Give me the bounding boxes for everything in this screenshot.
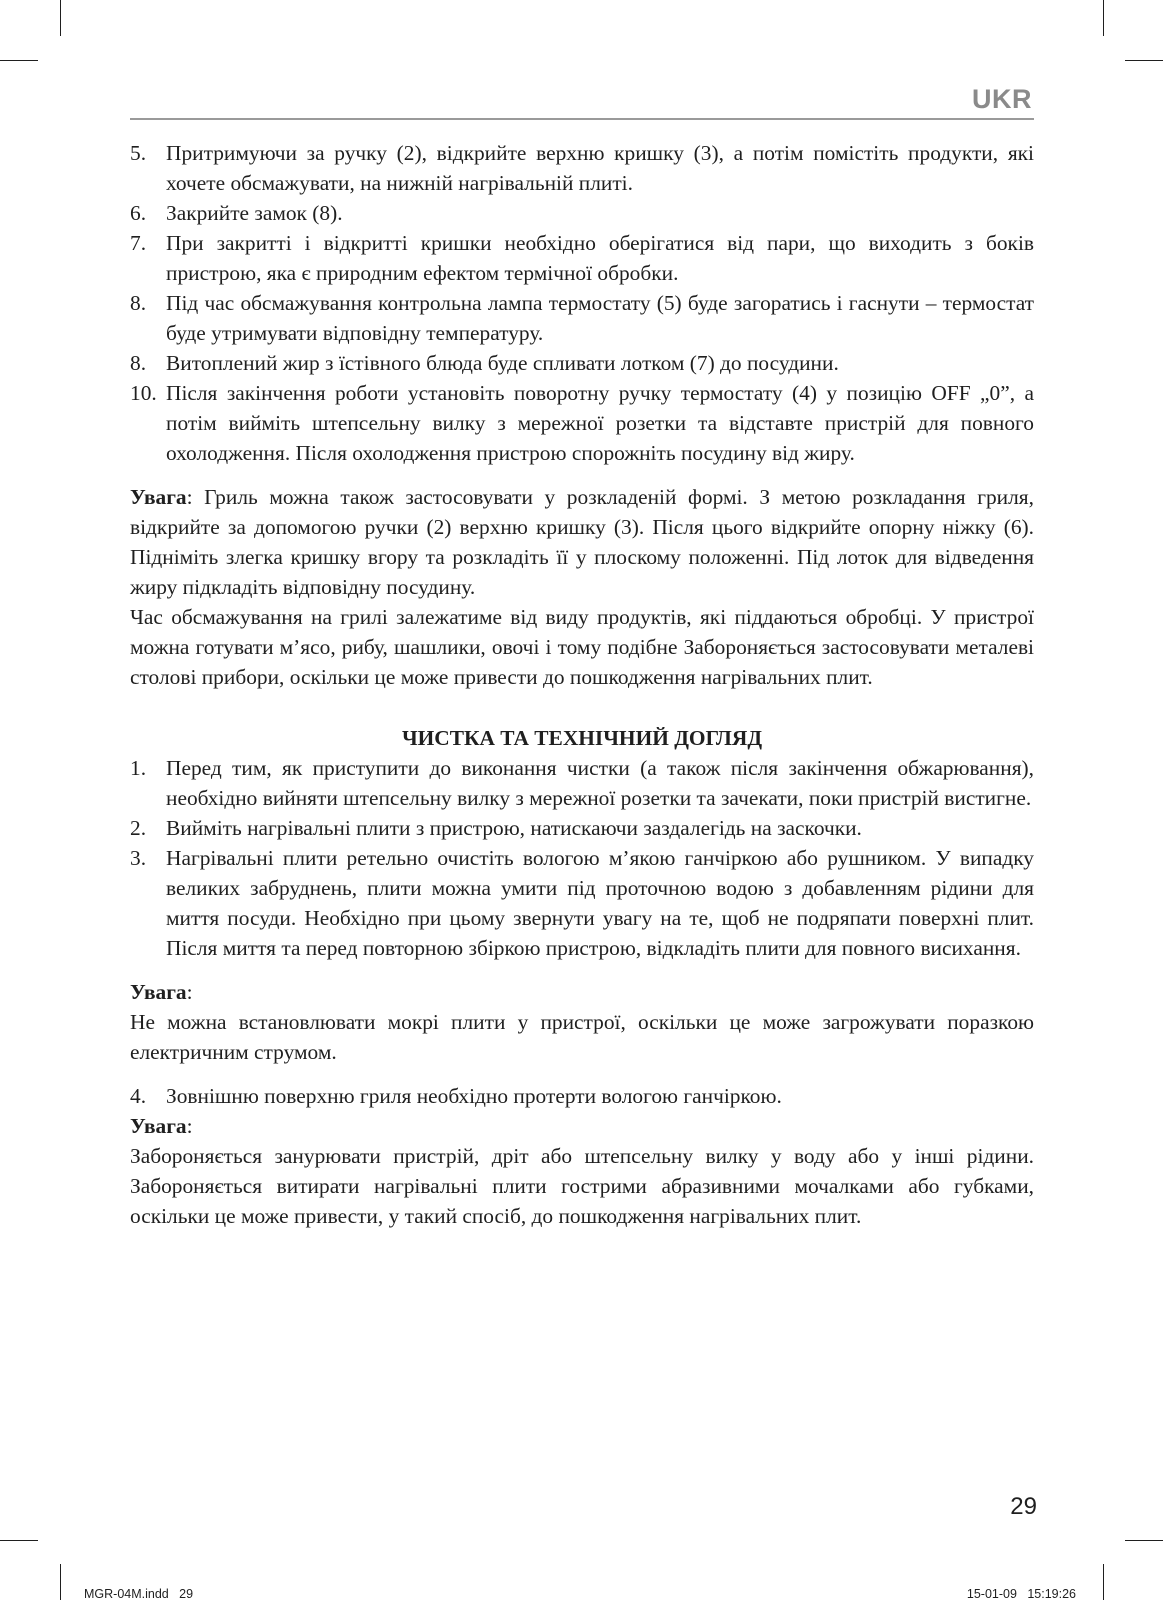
header-rule xyxy=(130,118,1034,120)
footer-file-info: MGR-04M.indd 29 xyxy=(84,1587,194,1601)
cleaning-list-continued xyxy=(130,1081,1034,1111)
list-item: 2. Вийміть нагрівальні плити з пристрою, натискаючи заздалегідь на заскочки. xyxy=(130,816,862,840)
page-content xyxy=(130,138,1034,1231)
crop-mark xyxy=(1125,60,1163,61)
note-heading: Увага: xyxy=(130,1114,193,1138)
note-paragraph: Забороняється занурювати пристрій, дріт або штепсельну вилку у воду або у інші рідини. Забороняється витирати нагрівальні плити гострими абразивними мочалками або губками, оскільки це може привести, у такий спосіб, до пошкодження нагрівальних плит. xyxy=(130,1144,1034,1228)
note-paragraph: Увага: Гриль можна також застосовувати у розкладеній формі. З метою розкладання гриля, відкрийте за допомогою ручки (2) верхню кришку (3). Після цього відкрийте опорну ніжку (6). Підніміть злегка кришку вгору та розкладіть її у плоскому положенні. Під лоток для відведення жиру підкладіть відповідну посудину. xyxy=(130,485,1034,599)
note-label: Увага xyxy=(130,980,187,1004)
list-item: 8. Витоплений жир з їстівного блюда буде спливати лотком (7) до посудини. xyxy=(130,351,839,375)
list-item: 6. Закрийте замок (8). xyxy=(130,201,343,225)
crop-mark xyxy=(60,0,61,36)
note-label: Увага xyxy=(130,485,187,509)
note-heading: Увага: xyxy=(130,980,193,1004)
cleaning-list xyxy=(130,753,1034,963)
list-item: 10. Після закінчення роботи установіть поворотну ручку термостату (4) у позицію OFF „0”, а потім вийміть штепсельну вилку з мережної розетки та відставте пристрій для повного охолодження. Після охолодження пристрою спорожніть посудину від жиру. xyxy=(130,381,1034,465)
crop-mark xyxy=(1103,1564,1104,1600)
page-number: 29 xyxy=(1010,1493,1037,1520)
crop-mark xyxy=(1103,0,1104,36)
crop-mark xyxy=(60,1564,61,1600)
list-item: 1. Перед тим, як приступити до виконання чистки (а також після закінчення обжарювання), необхідно вийняти штепсельну вилку з мережної розетки та зачекати, поки пристрій вистигне. xyxy=(130,756,1034,810)
section-heading: ЧИСТКА ТА ТЕХНІЧНИЙ ДОГЛЯД xyxy=(401,726,763,750)
list-item: 8. Під час обсмажування контрольна лампа термостату (5) буде загоратись і гаснути – термостат буде утримувати відповідну температуру. xyxy=(130,291,1034,345)
language-label: UKR xyxy=(972,84,1032,114)
instruction-list xyxy=(130,138,1034,468)
note-paragraph: Не можна встановлювати мокрі плити у пристрої, оскільки це може загрожувати поразкою електричним струмом. xyxy=(130,1010,1034,1064)
list-item: 5. Притримуючи за ручку (2), відкрийте верхню кришку (3), а потім помістіть продукти, які хочете обсмажувати, на нижній нагрівальній плиті. xyxy=(130,141,1034,195)
crop-mark xyxy=(0,60,38,61)
list-item: 7. При закритті і відкритті кришки необхідно оберігатися від пари, що виходить з боків пристрою, яка є природним ефектом термічної обробки. xyxy=(130,231,1034,285)
footer-timestamp: 15-01-09 15:19:26 xyxy=(966,1587,1076,1601)
crop-mark xyxy=(0,1540,38,1541)
list-item: 4. Зовнішню поверхню гриля необхідно протерти вологою ганчіркою. xyxy=(130,1084,782,1108)
list-item: 3. Нагрівальні плити ретельно очистіть вологою м’якою ганчіркою або рушником. У випадку великих забруднень, плити можна умити під проточною водою з добавленням рідини для миття посуди. Необхідно при цьому звернути увагу на те, щоб не подряпати поверхні плит. Після миття та перед повторною збіркою пристрою, відкладіть плити для повного висихання. xyxy=(130,846,1034,960)
body-paragraph: Час обсмажування на грилі залежатиме від виду продуктів, які піддаються обробці. У пристрої можна готувати м’ясо, рибу, шашлики, овочі і тому подібне Забороняється застосовувати металеві столові прибори, оскільки це може привести до пошкодження нагрівальних плит. xyxy=(130,605,1034,689)
crop-mark xyxy=(1125,1540,1163,1541)
note-label: Увага xyxy=(130,1114,187,1138)
